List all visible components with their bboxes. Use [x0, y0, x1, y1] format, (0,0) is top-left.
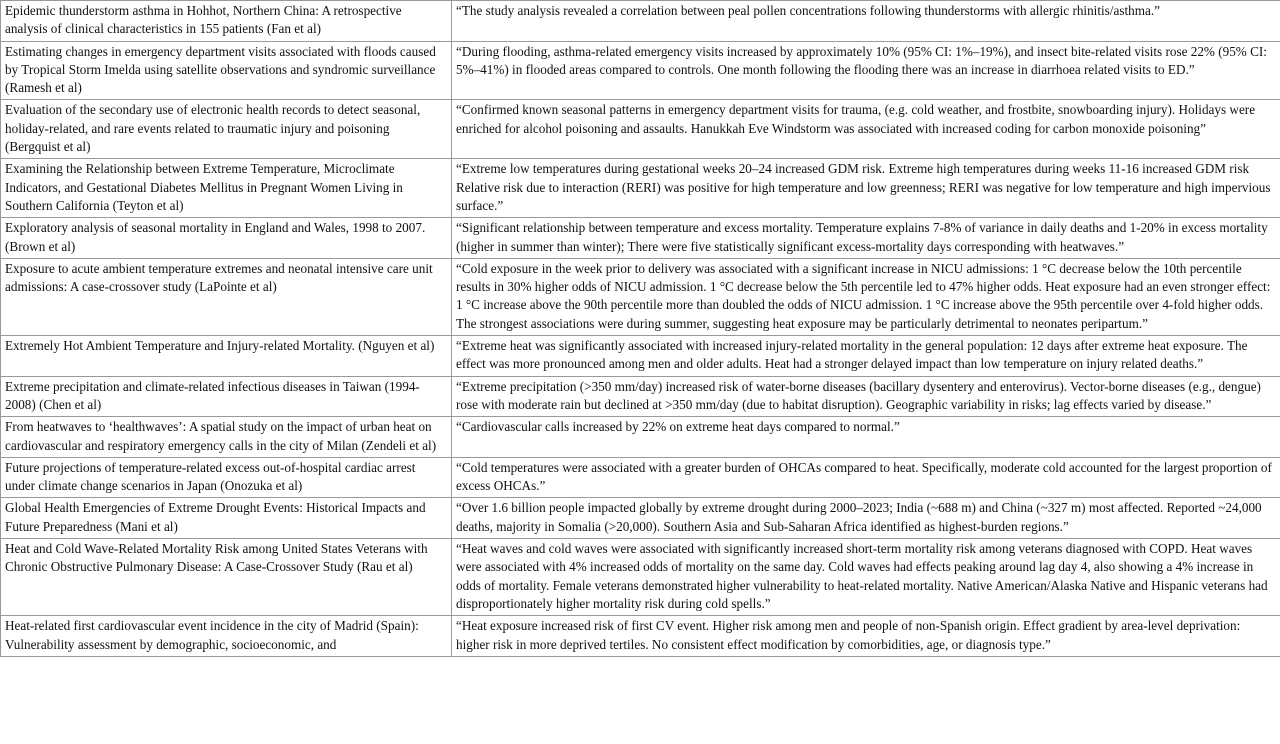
table-row [1, 336, 1280, 377]
finding-cell: “The study analysis revealed a correlation between peal pollen concentrations following thunderstorms with allergic rhinitis/asthma.” [452, 1, 1280, 42]
table-row [1, 1, 1280, 42]
study-title-cell: Extreme precipitation and climate-related infectious diseases in Taiwan (1994-2008) (Chen et al) [1, 376, 452, 417]
study-title-cell: Examining the Relationship between Extreme Temperature, Microclimate Indicators, and Gestational Diabetes Mellitus in Pregnant Women Living in Southern California (Teyton et al) [1, 159, 452, 218]
finding-cell: “Extreme low temperatures during gestational weeks 20–24 increased GDM risk. Extreme high temperatures during weeks 11-16 increased GDM risk Relative risk due to interaction (RERI) was positive for high temperature and low greenness; RERI was negative for low temperature and high impervious surface.” [452, 159, 1280, 218]
finding-cell: “During flooding, asthma-related emergency visits increased by approximately 10% (95% CI: 1%–19%), and insect bite-related visits rose 22% (95% CI: 5%–41%) in flooded areas compared to controls. One month following the flooding there was an increase in diarrhoea related visits to ED.” [452, 41, 1280, 100]
table-row [1, 539, 1280, 616]
study-title-cell: Exploratory analysis of seasonal mortality in England and Wales, 1998 to 2007. (Brown et al) [1, 218, 452, 259]
table-row [1, 218, 1280, 259]
table-row [1, 159, 1280, 218]
finding-cell: “Extreme heat was significantly associated with increased injury-related mortality in the general population: 12 days after extreme heat exposure. The effect was more pronounced among men and older adults. Heat had a stronger delayed impact than low temperature on injury related deaths.” [452, 336, 1280, 377]
table-row [1, 498, 1280, 539]
finding-cell: “Significant relationship between temperature and excess mortality. Temperature explains 7-8% of variance in daily deaths and 1-20% in excess mortality (higher in summer than winter); There were five statistically significant excess-mortality days corresponding with heatwaves.” [452, 218, 1280, 259]
studies-table-body [1, 1, 1280, 657]
study-title-cell: Exposure to acute ambient temperature extremes and neonatal intensive care unit admissions: A case-crossover study (LaPointe et al) [1, 258, 452, 335]
finding-cell: “Confirmed known seasonal patterns in emergency department visits for trauma, (e.g. cold weather, and frostbite, snowboarding injury). Holidays were enriched for alcohol poisoning and assaults. Hanukkah Eve Windstorm was associated with increased coding for carbon monoxide poisoning” [452, 100, 1280, 159]
study-title-cell: Epidemic thunderstorm asthma in Hohhot, Northern China: A retrospective analysis of clinical characteristics in 155 patients (Fan et al) [1, 1, 452, 42]
table-row [1, 457, 1280, 498]
table-row [1, 616, 1280, 657]
study-title-cell: Estimating changes in emergency department visits associated with floods caused by Tropical Storm Imelda using satellite observations and syndromic surveillance (Ramesh et al) [1, 41, 452, 100]
finding-cell: “Over 1.6 billion people impacted globally by extreme drought during 2000–2023; India (~688 m) and China (~327 m) most affected. Reported ~24,000 deaths, majority in Somalia (>20,000). Southern Asia and Sub-Saharan Africa identified as highest-burden regions.” [452, 498, 1280, 539]
study-title-cell: Global Health Emergencies of Extreme Drought Events: Historical Impacts and Future Preparedness (Mani et al) [1, 498, 452, 539]
table-row [1, 41, 1280, 100]
study-title-cell: Future projections of temperature-related excess out-of-hospital cardiac arrest under climate change scenarios in Japan (Onozuka et al) [1, 457, 452, 498]
study-title-cell: Heat and Cold Wave-Related Mortality Risk among United States Veterans with Chronic Obstructive Pulmonary Disease: A Case-Crossover Study (Rau et al) [1, 539, 452, 616]
study-title-cell: Evaluation of the secondary use of electronic health records to detect seasonal, holiday-related, and rare events related to traumatic injury and poisoning (Bergquist et al) [1, 100, 452, 159]
finding-cell: “Cardiovascular calls increased by 22% on extreme heat days compared to normal.” [452, 417, 1280, 458]
study-title-cell: Extremely Hot Ambient Temperature and Injury-related Mortality. (Nguyen et al) [1, 336, 452, 377]
table-row [1, 100, 1280, 159]
finding-cell: “Extreme precipitation (>350 mm/day) increased risk of water-borne diseases (bacillary dysentery and enterovirus). Vector-borne diseases (e.g., dengue) rose with moderate rain but declined at >350 mm/day (due to habitat disruption). Geographic variability in risks; lag effects varied by disease.” [452, 376, 1280, 417]
finding-cell: “Cold exposure in the week prior to delivery was associated with a significant increase in NICU admissions: 1 °C decrease below the 10th percentile results in 30% higher odds of NICU admission. 1 °C decrease below the 5th percentile led to 47% higher odds. Heat exposure had an even stronger effect: 1 °C increase above the 90th percentile more than doubled the odds of NICU admission. 1 °C increase above the 95th percentile over 4-fold higher odds. The strongest associations were during summer, suggesting heat exposure may be particularly detrimental to neonates peripartum.” [452, 258, 1280, 335]
table-row [1, 417, 1280, 458]
study-title-cell: Heat-related first cardiovascular event incidence in the city of Madrid (Spain): Vulnerability assessment by demographic, socioeconomic, and [1, 616, 452, 657]
finding-cell: “Heat exposure increased risk of first CV event. Higher risk among men and people of non-Spanish origin. Effect gradient by area-level deprivation: higher risk in more deprived tertiles. No consistent effect modification by comorbidities, age, or diagnosis type.” [452, 616, 1280, 657]
study-title-cell: From heatwaves to ‘healthwaves’: A spatial study on the impact of urban heat on cardiovascular and respiratory emergency calls in the city of Milan (Zendeli et al) [1, 417, 452, 458]
table-row [1, 258, 1280, 335]
table-row [1, 376, 1280, 417]
finding-cell: “Heat waves and cold waves were associated with significantly increased short-term mortality risk among veterans diagnosed with COPD. Heat waves were associated with 4% increased odds of mortality on the same day. Cold waves had effects peaking around lag day 4, also showing a 4% increase in odds of mortality. Female veterans demonstrated higher vulnerability to heat-related mortality. Native American/Alaska Native and Hispanic veterans had disproportionately higher mortality risk during cold spells.” [452, 539, 1280, 616]
finding-cell: “Cold temperatures were associated with a greater burden of OHCAs compared to heat. Specifically, moderate cold accounted for the largest proportion of excess OHCAs.” [452, 457, 1280, 498]
